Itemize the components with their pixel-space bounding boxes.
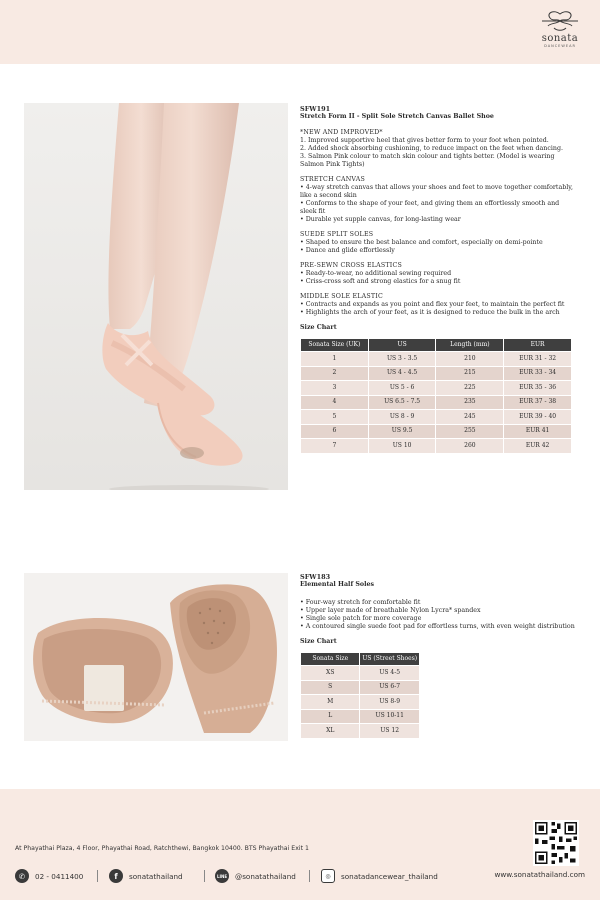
table-cell: US 10 xyxy=(368,439,436,454)
table-cell: L xyxy=(301,709,360,724)
feature-line: • A contoured single suede foot pad for effortless turns, with even weight distribution xyxy=(300,623,575,630)
table-cell: US 12 xyxy=(360,724,420,739)
table-row xyxy=(301,352,572,367)
logo-ornament-icon xyxy=(538,10,582,32)
feature-section xyxy=(300,176,576,224)
table-header-row xyxy=(301,339,572,352)
product-name: Stretch Form II - Split Sole Stretch Canvas Ballet Shoe xyxy=(300,113,494,120)
feature-line: • Single sole patch for more coverage xyxy=(300,615,422,622)
size-chart-title: Size Chart xyxy=(300,638,337,645)
half-sole-photo xyxy=(24,573,288,741)
feature-line: • Highlights the arch of your feet, as it is designed to reduce the bulk in the arch xyxy=(300,309,560,316)
table-header: EUR xyxy=(504,339,572,352)
feature-line: • Criss-cross soft and strong elastics for a snug fit xyxy=(300,278,461,285)
instagram-icon: ◎ xyxy=(321,869,335,883)
table-cell: EUR 31 - 32 xyxy=(504,352,572,367)
phone-number: 02 - 0411400 xyxy=(35,871,84,881)
table-cell: 210 xyxy=(436,352,504,367)
table-row xyxy=(301,724,420,739)
table-cell: EUR 33 - 34 xyxy=(504,366,572,381)
table-header: US (Street Shoes) xyxy=(360,653,420,666)
feature-heading: SUEDE SPLIT SOLES xyxy=(300,231,374,238)
feature-line: • Upper layer made of breathable Nylon Lycra* spandex xyxy=(300,607,481,614)
feature-line: 2. Added shock absorbing cushioning, to reduce impact on the feet when dancing. xyxy=(300,145,563,152)
table-cell: US 3 - 3.5 xyxy=(368,352,436,367)
feature-section xyxy=(300,599,576,631)
table-cell: XL xyxy=(301,724,360,739)
line-handle: @sonatathailand xyxy=(235,871,296,881)
feature-heading: *NEW AND IMPROVED* xyxy=(300,129,383,136)
table-cell: XS xyxy=(301,666,360,681)
feature-line: • 4-way stretch canvas that allows your shoes and feet to move together comfortably, like a second skin xyxy=(300,184,573,199)
table-cell: US 6-7 xyxy=(360,680,420,695)
instagram-handle: sonatadancewear_thailand xyxy=(341,871,438,881)
header-band xyxy=(0,0,600,64)
table-cell: 235 xyxy=(436,395,504,410)
website-link[interactable]: www.sonatathailand.com xyxy=(494,870,585,879)
table-cell: 260 xyxy=(436,439,504,454)
feature-section xyxy=(300,231,576,255)
feature-line: • Contracts and expands as you point and flex your feet, to maintain the perfect fit xyxy=(300,301,565,308)
store-address: At Phayathai Plaza, 4 Floor, Phayathai Road, Ratchthewi, Bangkok 10400. BTS Phayathai Exit 1 xyxy=(15,845,309,852)
table-cell: 225 xyxy=(436,381,504,396)
table-cell: US 6.5 - 7.5 xyxy=(368,395,436,410)
table-header: Sonata Size xyxy=(301,653,360,666)
feature-heading: MIDDLE SOLE ELASTIC xyxy=(300,293,384,300)
table-cell: 4 xyxy=(301,395,369,410)
feature-section xyxy=(300,262,576,286)
table-cell: US 9.5 xyxy=(368,424,436,439)
table-cell: US 8 - 9 xyxy=(368,410,436,425)
table-cell: 255 xyxy=(436,424,504,439)
feature-section xyxy=(300,293,576,317)
product-sku: SFW191 xyxy=(300,105,331,113)
table-cell: EUR 35 - 36 xyxy=(504,381,572,396)
table-cell: S xyxy=(301,680,360,695)
contact-facebook[interactable] xyxy=(109,868,183,884)
table-header: Sonata Size (UK) xyxy=(301,339,369,352)
table-cell: 245 xyxy=(436,410,504,425)
feature-line: • Shaped to ensure the best balance and comfort, especially on demi-pointe xyxy=(300,239,543,246)
table-cell: 1 xyxy=(301,352,369,367)
feature-heading: STRETCH CANVAS xyxy=(300,176,366,183)
contact-bar xyxy=(15,868,585,884)
divider xyxy=(97,870,98,882)
table-row xyxy=(301,439,572,454)
table-cell: 215 xyxy=(436,366,504,381)
feature-line: • Durable yet supple canvas, for long-lasting wear xyxy=(300,216,461,223)
table-row xyxy=(301,666,420,681)
facebook-icon: f xyxy=(109,869,123,883)
feature-line: 1. Improved supportive heel that gives better form to your foot when pointed. xyxy=(300,137,549,144)
ballet-shoe-photo xyxy=(24,103,288,490)
product-name: Elemental Half Soles xyxy=(300,581,375,588)
table-row xyxy=(301,709,420,724)
table-row xyxy=(301,366,572,381)
whatsapp-icon: ✆ xyxy=(15,869,29,883)
table-cell: 3 xyxy=(301,381,369,396)
product-sfw191 xyxy=(300,105,576,454)
table-cell: 6 xyxy=(301,424,369,439)
table-cell: EUR 41 xyxy=(504,424,572,439)
feature-line: • Ready-to-wear, no additional sewing required xyxy=(300,270,452,277)
table-header-row xyxy=(301,653,420,666)
feature-line: • Dance and glide effortlessly xyxy=(300,247,395,254)
table-cell: US 8-9 xyxy=(360,695,420,710)
table-cell: US 5 - 6 xyxy=(368,381,436,396)
contact-instagram[interactable] xyxy=(321,868,438,884)
feature-line: • Conforms to the shape of your feet, and giving them an effortlessly smooth and sleek fit xyxy=(300,200,560,215)
table-cell: US 4-5 xyxy=(360,666,420,681)
brand-name: sonata xyxy=(541,33,579,44)
table-cell: EUR 37 - 38 xyxy=(504,395,572,410)
table-row xyxy=(301,695,420,710)
table-row xyxy=(301,381,572,396)
table-cell: US 10-11 xyxy=(360,709,420,724)
size-chart-table xyxy=(300,338,572,454)
product-sku: SFW183 xyxy=(300,573,331,581)
product-sfw183 xyxy=(300,573,576,739)
table-cell: EUR 39 - 40 xyxy=(504,410,572,425)
divider xyxy=(309,870,310,882)
brand-logo[interactable] xyxy=(530,10,590,60)
table-cell: EUR 42 xyxy=(504,439,572,454)
table-cell: US 4 - 4.5 xyxy=(368,366,436,381)
table-row xyxy=(301,395,572,410)
size-chart-table xyxy=(300,652,420,739)
divider xyxy=(204,870,205,882)
line-icon: LINE xyxy=(215,869,229,883)
table-header: US xyxy=(368,339,436,352)
table-cell: 7 xyxy=(301,439,369,454)
feature-line: 3. Salmon Pink colour to match skin colour and tights better. (Model is wearing Salmon Pink Tights) xyxy=(300,153,555,168)
table-row xyxy=(301,680,420,695)
size-chart-title: Size Chart xyxy=(300,324,337,331)
contact-phone[interactable] xyxy=(15,868,83,884)
table-cell: 5 xyxy=(301,410,369,425)
table-row xyxy=(301,410,572,425)
feature-line: • Four-way stretch for comfortable fit xyxy=(300,599,421,606)
feature-heading: PRE-SEWN CROSS ELASTICS xyxy=(300,262,403,269)
facebook-handle: sonatathailand xyxy=(129,871,183,881)
brand-subtitle: DANCEWEAR xyxy=(544,44,576,48)
feature-section xyxy=(300,129,576,169)
table-header: Length (mm) xyxy=(436,339,504,352)
table-cell: 2 xyxy=(301,366,369,381)
table-row xyxy=(301,424,572,439)
table-cell: M xyxy=(301,695,360,710)
contact-line[interactable] xyxy=(215,868,296,884)
qr-code-icon[interactable] xyxy=(533,820,579,866)
